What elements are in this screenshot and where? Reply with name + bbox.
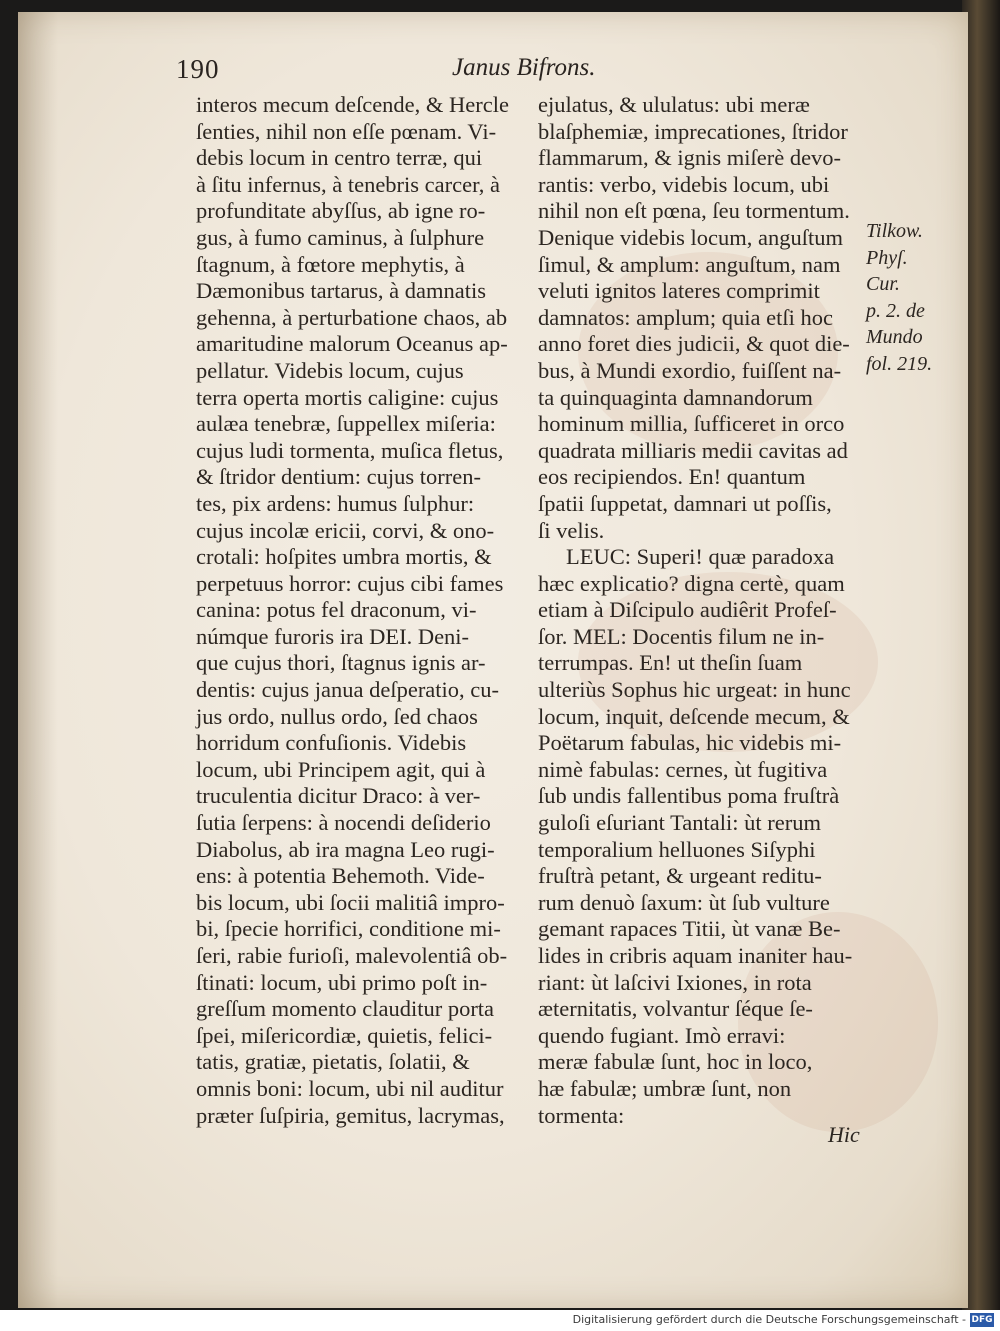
right-column-line: locum, inquit, deſcende mecum, & — [538, 703, 850, 729]
page-header — [176, 54, 616, 90]
catchword: Hic — [828, 1122, 860, 1147]
dfg-logo: DFG — [971, 1315, 993, 1325]
right-column-line: rum denuò ſaxum: ùt ſub vulture — [538, 889, 830, 915]
left-column-line: greſſum momento clauditur porta — [196, 996, 495, 1022]
left-column-line: ens: à potentia Behemoth. Vide- — [196, 863, 485, 889]
left-column-line: ſtagnum, à fœtore mephytis, à — [196, 251, 465, 277]
left-column-line: aulæa tenebræ, ſuppellex miſeria: — [196, 411, 496, 437]
left-column-line: à ſitu infernus, à tenebris carcer, à — [196, 171, 500, 197]
right-column-line: veluti ignitos lateres comprimit — [538, 278, 820, 304]
right-column-line: Poëtarum fabulas, hic videbis mi- — [538, 730, 842, 756]
left-column-line: canina: potus fel draconum, vi- — [196, 597, 477, 623]
left-column-line: gehenna, à perturbatione chaos, ab — [196, 304, 508, 330]
right-column-line: riant: ùt laſcivi Ixiones, in rota — [538, 969, 812, 995]
right-column-line: ſimul, & amplum: anguſtum, nam — [538, 251, 841, 277]
right-column-line: ſor. MEL: Docentis filum ne in- — [538, 623, 825, 649]
text-column-right — [538, 92, 868, 1129]
left-column-line: debis locum in centro terræ, qui — [196, 145, 483, 171]
left-column-line: númque furoris ira DEI. Deni- — [196, 623, 470, 649]
marginal-note-line: p. 2. de — [866, 299, 925, 322]
marginal-note-line: Cur. — [866, 273, 900, 296]
right-column-line: ſi velis. — [538, 517, 605, 543]
page-gutter — [18, 12, 58, 1308]
marginal-note-line: Mundo — [866, 326, 923, 349]
left-column-line: & ſtridor dentium: cujus torren- — [196, 464, 481, 490]
right-column-line: tormenta: — [538, 1102, 625, 1128]
right-column-line: etiam à Diſcipulo audiêrit Profeſ- — [538, 597, 837, 623]
left-column-line: cujus ludi tormenta, muſica fletus, — [196, 437, 504, 463]
left-column-line: amaritudine malorum Oceanus ap- — [196, 331, 508, 357]
right-column-line: ejulatus, & ululatus: ubi meræ — [538, 92, 810, 117]
right-column-line: LEUC: Superi! quæ paradoxa — [566, 544, 835, 570]
right-column-line: gemant rapaces Titii, ùt vanæ Be- — [538, 916, 841, 942]
left-column-line: locum, ubi Principem agit, qui à — [196, 756, 486, 782]
left-column-line: præter ſuſpiria, gemitus, lacrymas, — [196, 1102, 505, 1128]
left-column-line: ſpei, miſericordiæ, quietis, felici- — [196, 1022, 493, 1048]
right-column-line: lides in cribris aquam inaniter hau- — [538, 943, 853, 968]
left-column-line: horridum confuſionis. Videbis — [196, 730, 467, 756]
left-column-line: ſtinati: locum, ubi primo poſt in- — [196, 969, 488, 995]
right-column-line: terrumpas. En! ut theſin ſuam — [538, 650, 803, 676]
right-column-line: rantis: verbo, videbis locum, ubi — [538, 171, 830, 197]
right-column-line: hæ fabulæ; umbræ ſunt, non — [538, 1075, 792, 1101]
right-column-line: eos recipiendos. En! quantum — [538, 464, 806, 490]
right-column-line: temporalium helluones Siſyphi — [538, 836, 816, 862]
right-column-line: nihil non eſt pœna, ſeu tormentum. — [538, 198, 850, 224]
marginal-note — [866, 218, 932, 378]
left-column-line: truculentia dicitur Draco: à ver- — [196, 783, 481, 809]
left-column-line: tatis, gratiæ, pietatis, ſolatii, & — [196, 1049, 470, 1075]
left-column-line: pellatur. Videbis locum, cujus — [196, 357, 464, 383]
left-column-line: cujus incolæ ericii, corvi, & ono- — [196, 517, 495, 543]
right-column-line: Denique videbis locum, anguſtum — [538, 224, 843, 250]
left-column-line: ſutia ſerpens: à nocendi deſiderio — [196, 810, 491, 836]
left-column-line: omnis boni: locum, ubi nil auditur — [196, 1075, 504, 1101]
marginal-note-line: Tilkow. — [866, 220, 923, 242]
left-column-line: dentis: cujus janua deſperatio, cu- — [196, 677, 500, 703]
left-column-line: terra operta mortis caligine: cujus — [196, 384, 499, 410]
right-column-line: æternitatis, volvantur ſéque ſe- — [538, 996, 813, 1022]
left-column-line: Diabolus, ab ira magna Leo rugi- — [196, 836, 495, 862]
left-column-line: Dæmonibus tartarus, à damnatis — [196, 278, 486, 304]
left-column-line: interos mecum deſcende, & Hercle — [196, 92, 509, 117]
left-column-line: perpetuus horror: cujus cibi fames — [196, 570, 504, 596]
right-column-line: meræ fabulæ ſunt, hoc in loco, — [538, 1049, 813, 1075]
right-column-line: hæc explicatio? digna certè, quam — [538, 570, 845, 596]
left-column-line: bi, ſpecie horrifici, conditione mi- — [196, 916, 501, 942]
right-column-line: fruſtrà petant, & urgeant reditu- — [538, 863, 822, 889]
marginal-note-line: Phyſ. — [866, 246, 908, 269]
page-number: 190 — [176, 54, 220, 84]
right-column-line: ulteriùs Sophus hic urgeat: in hunc — [538, 677, 851, 703]
left-column-line: ſeri, rabie furioſi, malevolentiâ ob- — [196, 943, 508, 968]
left-column-line: bis locum, ubi ſocii malitiâ impro- — [196, 889, 505, 915]
funding-notice: Digitalisierung gefördert durch die Deutsche Forschungsgemeinschaft - — [572, 1313, 966, 1326]
left-column-line: gus, à fumo caminus, à ſulphure — [196, 224, 485, 250]
right-column-line: nimè fabulas: cernes, ùt fugitiva — [538, 756, 828, 782]
left-column-line: ſenties, nihil non eſſe pœnam. Vi- — [196, 118, 497, 144]
right-column-line: anno foret dies judicii, & quot die- — [538, 331, 850, 357]
right-column-line: blaſphemiæ, imprecationes, ſtridor — [538, 118, 848, 144]
running-head: Janus Bifrons. — [452, 54, 596, 81]
right-column-line: bus, à Mundi exordio, fuiſſent na- — [538, 357, 842, 383]
right-column-line: damnatos: amplum; quia etſi hoc — [538, 304, 833, 330]
left-column-line: crotali: hoſpites umbra mortis, & — [196, 544, 492, 570]
marginal-note-line: fol. 219. — [866, 352, 933, 375]
right-column-line: guloſi eſuriant Tantali: ùt rerum — [538, 810, 821, 836]
left-column-line: jus ordo, nullus ordo, ſed chaos — [196, 703, 478, 729]
footer-bar — [0, 1310, 1000, 1331]
text-column-left — [196, 92, 526, 1129]
right-column-line: ta quinquaginta damnandorum — [538, 384, 813, 410]
right-column-line: flammarum, & ignis miſerè devo- — [538, 145, 842, 171]
right-column-line: ſpatii ſuppetat, damnari ut poſſis, — [538, 490, 832, 516]
right-column-line: ſub undis fallentibus poma fruſtrà — [538, 783, 840, 809]
left-column-line: profunditate abyſſus, ab igne ro- — [196, 198, 486, 224]
left-column-line: tes, pix ardens: humus ſulphur: — [196, 490, 475, 516]
left-column-line: que cujus thori, ſtagnus ignis ar- — [196, 650, 486, 676]
right-column-line: quadrata milliaris medii cavitas ad — [538, 437, 848, 463]
right-column-line: hominum millia, ſufficeret in orco — [538, 411, 845, 437]
right-column-line: quendo fugiant. Imò erravi: — [538, 1022, 786, 1048]
